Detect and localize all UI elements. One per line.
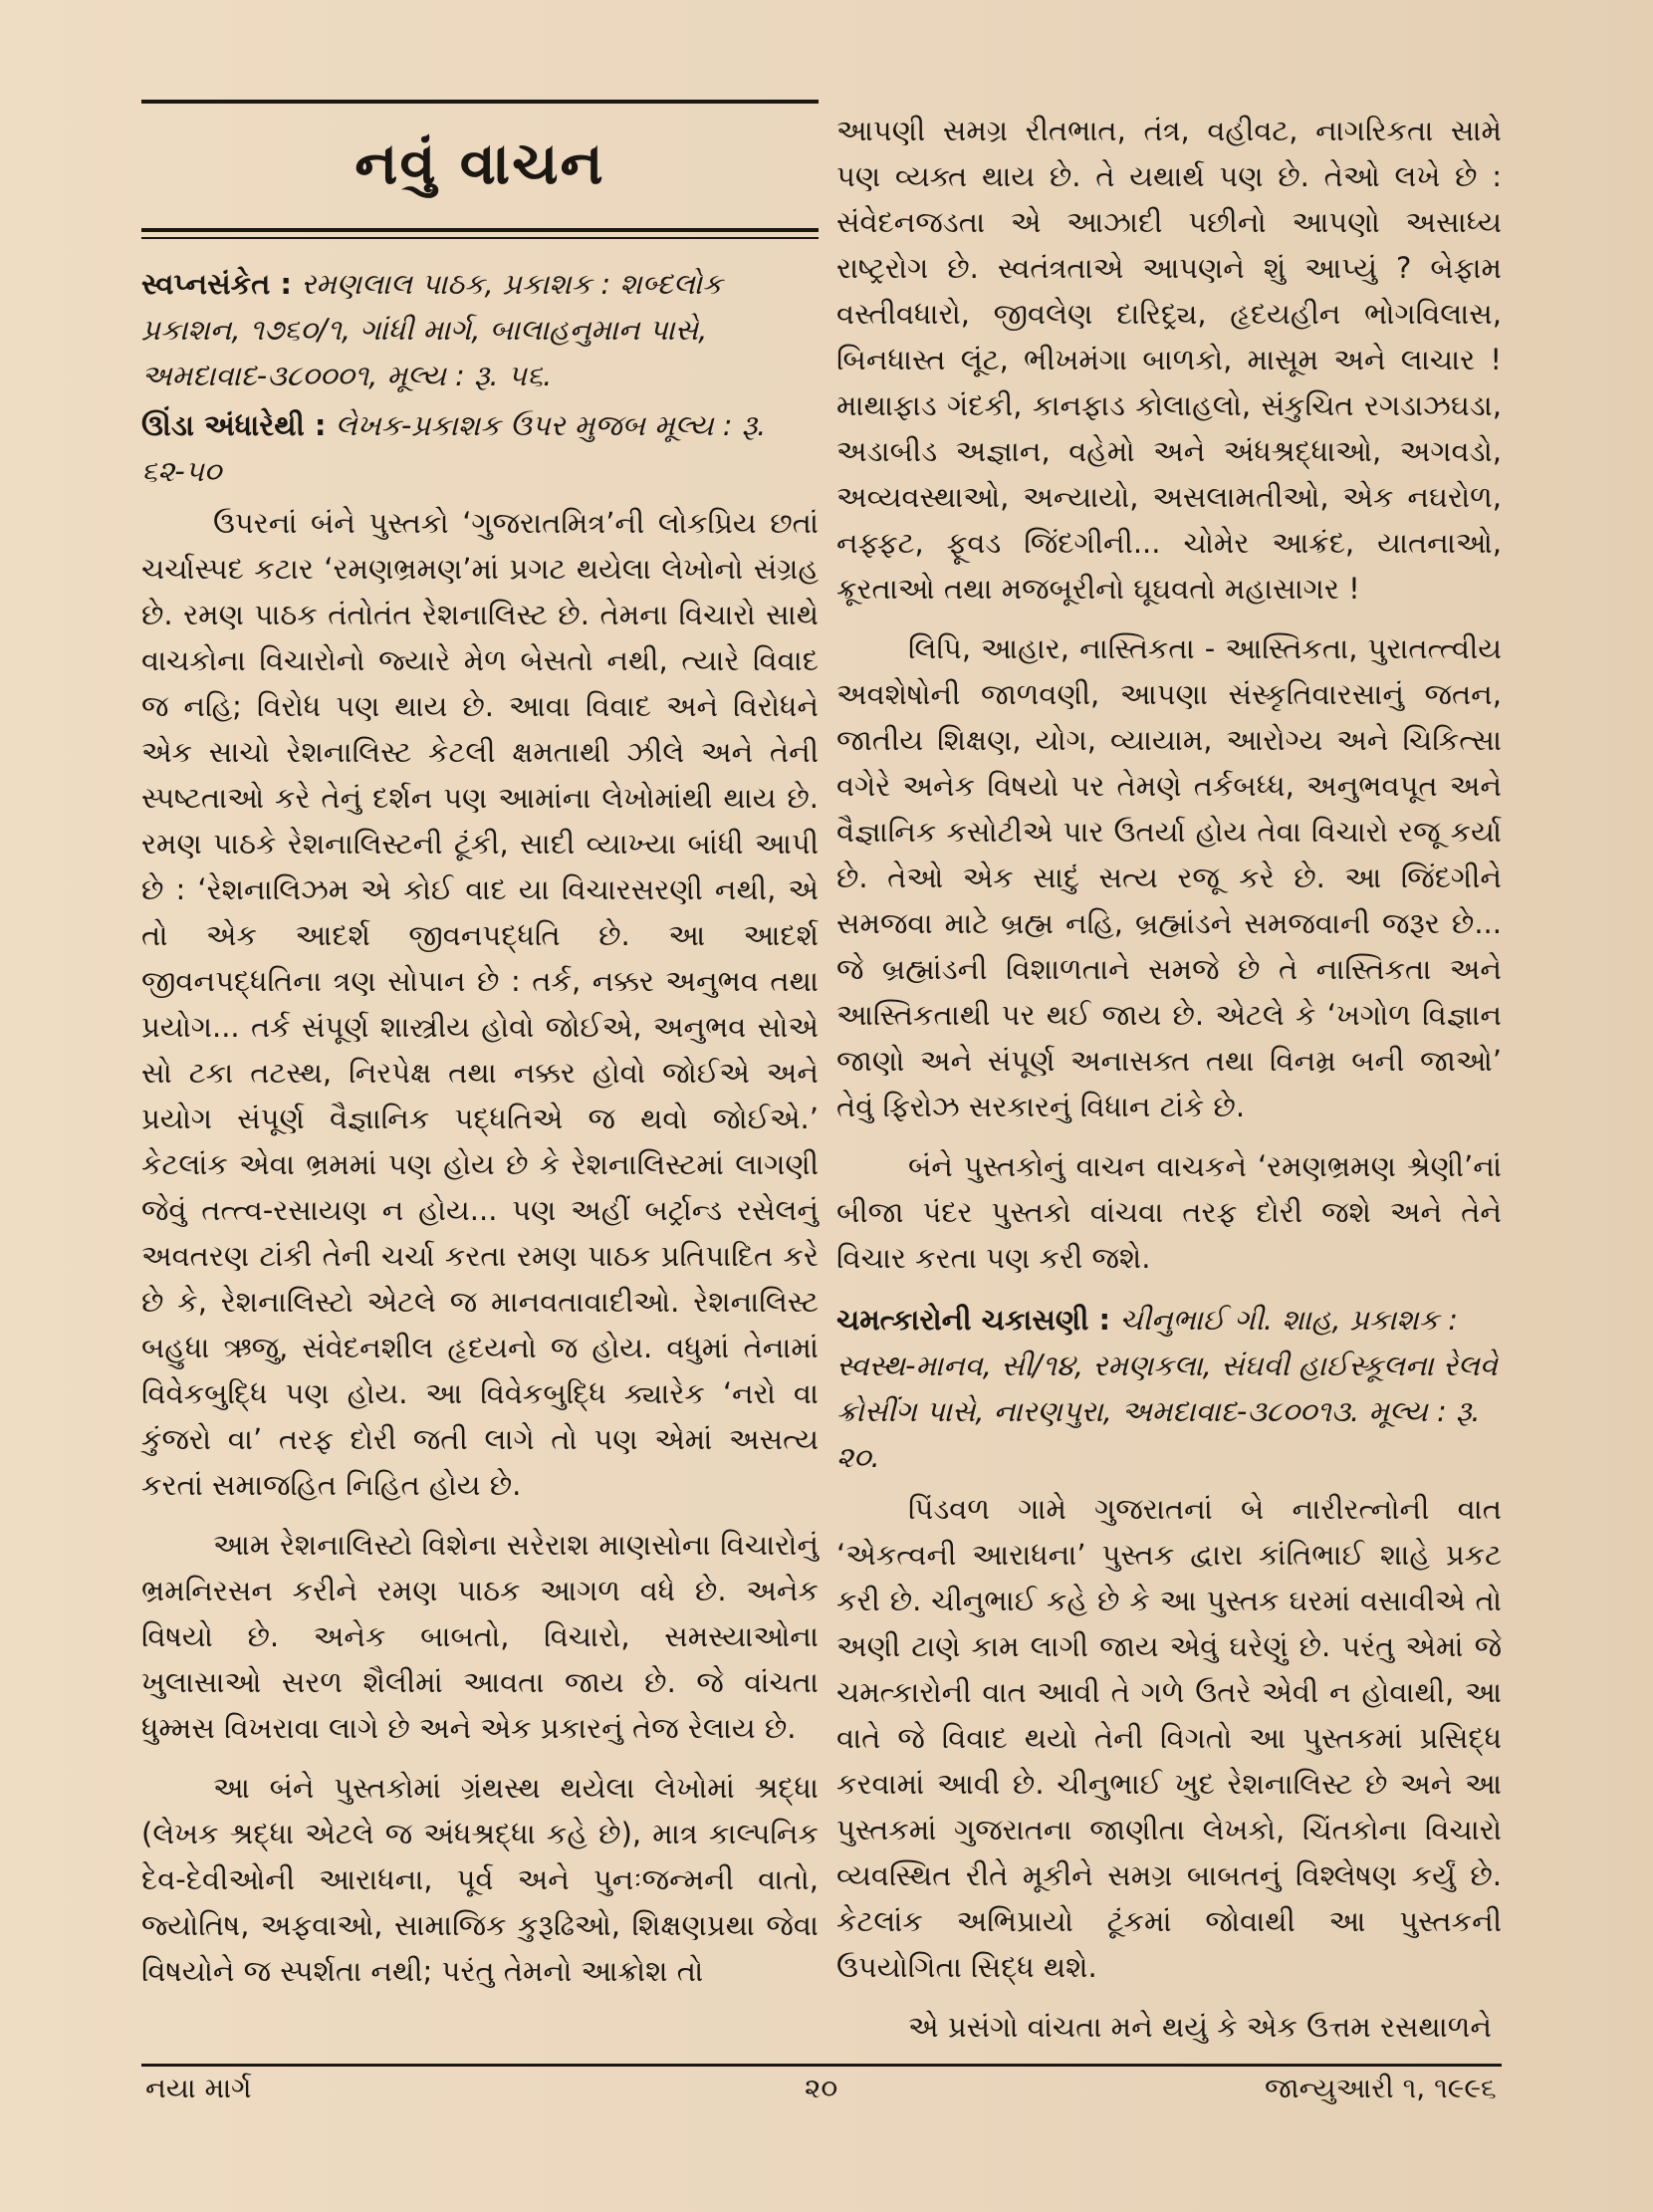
book-meta: ચીનુભાઈ ગી. શાહ, પ્રકાશક : સ્વસ્થ-માનવ, સી/૧૪, રમણકલા, સંઘવી હાઈસ્કૂલના રેલવે ક્રોસીંગ પાસે, નારણપુરા, અમદાવાદ-૩૮૦૦૧૩. મૂલ્ય : રૂ. ૨૦.: [836, 1303, 1498, 1474]
right-column: [836, 108, 1502, 2050]
review-paragraph: લિપિ, આહાર, નાસ્તિકતા - આસ્તિકતા, પુરાતત્ત્વીય અવશેષોની જાળવણી, આપણા સંસ્કૃતિવારસાનું જતન, જાતીય શિક્ષણ, યોગ, વ્યાયામ, આરોગ્ય અને ચિકિત્સા વગેરે અનેક વિષયો પર તેમણે તર્કબધ્ધ, અનુભવપૂત અને વૈજ્ઞાનિક કસોટીએ પાર ઉતર્યા હોય તેવા વિચારો રજૂ કર્યા છે. તેઓ એક સાદું સત્ય રજૂ કરે છે. આ જિંદગીને સમજવા માટે બ્રહ્મ નહિ, બ્રહ્માંડને સમજવાની જરૂર છે... જે બ્રહ્માંડની વિશાળતાને સમજે છે તે નાસ્તિકતા અને આસ્તિકતાથી પર થઈ જાય છે. એટલે કે ‘ખગોળ વિજ્ઞાન જાણો અને સંપૂર્ણ અનાસક્ત તથા વિનમ્ર બની જાઓ’ તેવું ફિરોઝ સરકારનું વિધાન ટાંકે છે.: [836, 631, 1502, 1123]
heading-rule: [141, 228, 819, 232]
book-reference: [141, 261, 819, 398]
book-title: ચમત્કારોની ચકાસણી :: [836, 1303, 1111, 1337]
review-paragraph: બંને પુસ્તકોનું વાચન વાચકને ‘રમણભ્રમણ શ્રેણી’નાં બીજા પંદર પુસ્તકો વાંચવા તરફ દોરી જશે અને તેને વિચાર કરતા પણ કરી જશે.: [836, 1149, 1502, 1275]
left-column: [141, 100, 819, 1994]
review-paragraph: એ પ્રસંગો વાંચતા મને થયું કે એક ઉત્તમ રસથાળને: [908, 2010, 1493, 2044]
heading-box: [141, 104, 819, 228]
book-meta: રમણલાલ પાઠક, પ્રકાશક : શબ્દલોક પ્રકાશન, ૧૭૬૦/૧, ગાંધી માર્ગ, બાલાહનુમાન પાસે, અમદાવાદ-૩૮૦૦૦૧, મૂલ્ય : રૂ. ૫૬.: [141, 267, 723, 392]
footer-rule: [141, 2064, 1502, 2067]
review-paragraph: આમ રેશનાલિસ્ટો વિશેના સરેરાશ માણસોના વિચારોનું ભ્રમનિરસન કરીને રમણ પાઠક આગળ વધે છે. અનેક વિષયો છે. અનેક બાબતો, વિચારો, સમસ્યાઓના ખુલાસાઓ સરળ શૈલીમાં આવતા જાય છે. જે વાંચતા ધુમ્મસ વિખરાવા લાગે છે અને એક પ્રકારનું તેજ રેલાય છે.: [141, 1528, 819, 1745]
book-reference: [141, 402, 819, 494]
review-paragraph: આપણી સમગ્ર રીતભાત, તંત્ર, વહીવટ, નાગરિકતા સામે પણ વ્યક્ત થાય છે. તે યથાર્થ પણ છે. તેઓ લખે છે : સંવેદનજડતા એ આઝાદી પછીનો આપણો અસાધ્ય રાષ્ટ્રરોગ છે. સ્વતંત્રતાએ આપણને શું આપ્યું ? બેફામ વસ્તીવધારો, જીવલેણ દારિદ્ર્ય, હૃદયહીન ભોગવિલાસ, બિનધાસ્ત લૂંટ, ભીખમંગા બાળકો, માસૂમ અને લાચાર ! માથાફાડ ગંદકી, કાનફાડ કોલાહલો, સંકુચિત રગડાઝઘડા, અડાબીડ અજ્ઞાન, વહેમો અને અંધશ્રદ્ધાઓ, અગવડો, અવ્યવસ્થાઓ, અન્યાયો, અસલામતીઓ, એક નઘરોળ, નફ્ફટ, ફૂવડ જિંદગીની... ચોમેર આક્રંદ, યાતનાઓ, ક્રૂરતાઓ તથા મજબૂરીનો ઘૂઘવતો મહાસાગર !: [836, 114, 1502, 606]
book-meta: લેખક-પ્રકાશક ઉપર મુજબ મૂલ્ય : રૂ. ૬૨-૫૦: [141, 408, 767, 488]
book-reference: [836, 1297, 1502, 1480]
review-paragraph: ઉપરનાં બંને પુસ્તકો ‘ગુજરાતમિત્ર’ની લોકપ્રિય છતાં ચર્ચાસ્પદ કટાર ‘રમણભ્રમણ’માં પ્રગટ થયેલા લેખોનો સંગ્રહ છે. રમણ પાઠક તંતોતંત રેશનાલિસ્ટ છે. તેમના વિચારો સાથે વાચકોના વિચારોનો જ્યારે મેળ બેસતો નથી, ત્યારે વિવાદ જ નહિ; વિરોધ પણ થાય છે. આવા વિવાદ અને વિરોધને એક સાચો રેશનાલિસ્ટ કેટલી ક્ષમતાથી ઝીલે અને તેની સ્પષ્ટતાઓ કરે તેનું દર્શન પણ આમાંના લેખોમાંથી થાય છે. રમણ પાઠકે રેશનાલિસ્ટની ટૂંકી, સાદી વ્યાખ્યા બાંધી આપી છે : ‘રેશનાલિઝમ એ કોઈ વાદ યા વિચારસરણી નથી, એ તો એક આદર્શ જીવનપદ્ધતિ છે. આ આદર્શ જીવનપદ્ધતિના ત્રણ સોપાન છે : તર્ક, નક્કર અનુભવ તથા પ્રયોગ... તર્ક સંપૂર્ણ શાસ્ત્રીય હોવો જોઈએ, અનુભવ સોએ સો ટકા તટસ્થ, નિરપેક્ષ તથા નક્કર હોવો જોઈએ અને પ્રયોગ સંપૂર્ણ વૈજ્ઞાનિક પદ્ધતિએ જ થવો જોઈએ.’ કેટલાંક એવા ભ્રમમાં પણ હોય છે કે રેશનાલિસ્ટમાં લાગણી જેવું તત્ત્વ-રસાયણ ન હોય... પણ અહીં બર્ટ્રાન્ડ રસેલનું અવતરણ ટાંકી તેની ચર્ચા કરતા રમણ પાઠક પ્રતિપાદિત કરે છે કે, રેશનાલિસ્ટો એટલે જ માનવતાવાદીઓ. રેશનાલિસ્ટ બહુધા ઋજુ, સંવેદનશીલ હૃદયનો જ હોય. વધુમાં તેનામાં વિવેકબુદ્ધિ પણ હોય. આ વિવેકબુદ્ધિ ક્યારેક ‘નરો વા કુંજરો વા’ તરફ દોરી જતી લાગે તો પણ એમાં અસત્ય કરતાં સમાજહિત નિહિત હોય છે.: [141, 506, 819, 1502]
review-paragraph: આ બંને પુસ્તકોમાં ગ્રંથસ્થ થયેલા લેખોમાં શ્રદ્ધા (લેખક શ્રદ્ધા એટલે જ અંધશ્રદ્ધા કહે છે), માત્ર કાલ્પનિક દેવ-દેવીઓની આરાધના, પૂર્વ અને પુનઃજન્મની વાતો, જ્યોતિષ, અફવાઓ, સામાજિક કુરૂઢિઓ, શિક્ષણપ્રથા જેવા વિષયોને જ સ્પર્શતા નથી; પરંતુ તેમનો આક્રોશ તો: [141, 1771, 819, 1988]
footer-magazine-name: નયા માર્ગ: [145, 2072, 252, 2104]
review-paragraph: પિંડવળ ગામે ગુજરાતનાં બે નારીરત્નોની વાત ‘એકત્વની આરાધના’ પુસ્તક દ્વારા કાંતિભાઈ શાહે પ્રકટ કરી છે. ચીનુભાઈ કહે છે કે આ પુસ્તક ઘરમાં વસાવીએ તો અણી ટાણે કામ લાગી જાય એવું ઘરેણું છે. પરંતુ એમાં જે ચમત્કારોની વાત આવી તે ગળે ઉતરે એવી ન હોવાથી, આ વાતે જે વિવાદ થયો તેની વિગતો આ પુસ્તકમાં પ્રસિદ્ધ કરવામાં આવી છે. ચીનુભાઈ ખુદ રેશનાલિસ્ટ છે અને આ પુસ્તકમાં ગુજરાતના જાણીતા લેખકો, ચિંતકોના વિચારો વ્યવસ્થિત રીતે મૂકીને સમગ્ર બાબતનું વિશ્લેષણ કર્યું છે. કેટલાંક અભિપ્રાયો ટૂંકમાં જોવાથી આ પુસ્તકની ઉપયોગિતા સિદ્ધ થશે.: [836, 1492, 1502, 1984]
book-title: સ્વપ્નસંકેત :: [141, 267, 293, 301]
heading-rule-thin: [141, 237, 819, 239]
section-heading: નવું વાચન: [354, 129, 605, 197]
footer-page-number: ૨૦: [805, 2072, 838, 2104]
book-title: ઊંડા અંધારેથી :: [141, 408, 327, 442]
footer-date: જાન્યુઆરી ૧, ૧૯૯૬: [1265, 2072, 1497, 2104]
